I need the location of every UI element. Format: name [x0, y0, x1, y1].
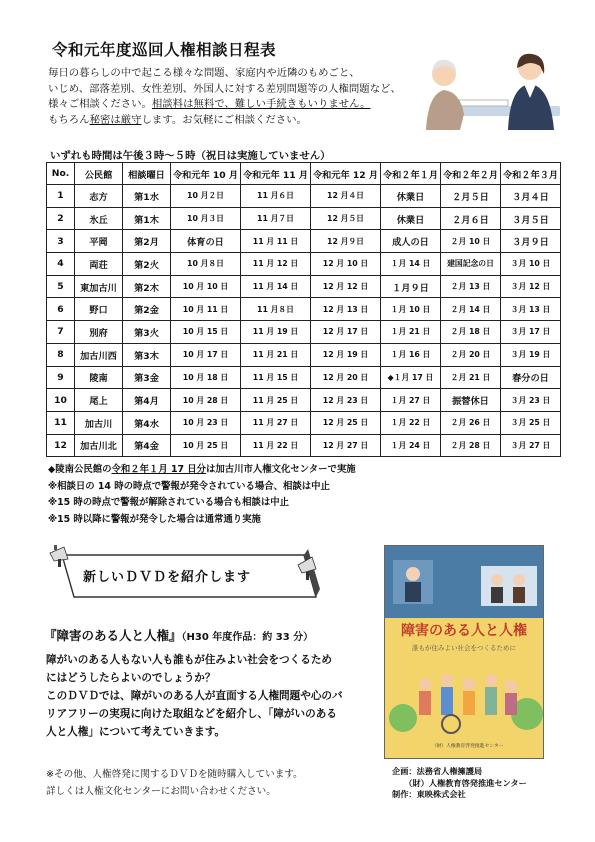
- dvd-title: 『障害のある人と人権』: [44, 628, 182, 643]
- intro-line-text: 様々ご相談ください。: [48, 98, 152, 110]
- table-cell: 休業日: [381, 185, 441, 208]
- table-cell: 加古川北: [75, 434, 123, 457]
- table-body: [47, 185, 561, 457]
- table-cell: 12 月４日: [311, 185, 381, 208]
- table-cell: ◆１月 17 日: [381, 366, 441, 389]
- column-header: 公民館: [75, 163, 123, 185]
- table-cell: 11 月 11 日: [241, 230, 311, 253]
- credit-line: 企画：法務省人権擁護局: [392, 766, 483, 776]
- intro-text: [48, 66, 428, 128]
- table-cell: 12 月 19 日: [311, 343, 381, 366]
- table-cell: 12 月 25 日: [311, 411, 381, 434]
- table-cell: 氷丘: [75, 207, 123, 230]
- cover-subtitle: 誰もが住みよい社会をつくるために: [412, 644, 516, 652]
- table-cell: 10: [47, 389, 75, 412]
- table-cell: 2: [47, 207, 75, 230]
- intro-line-text: いじめ、部落差別、女性差別、外国人に対する差別問題等の人権問題など、: [48, 82, 401, 95]
- table-cell: ２月 13 日: [441, 275, 501, 298]
- table-cell: 10 月 15 日: [171, 321, 241, 344]
- note-line: ※相談日の 14 時の時点で警報が発令されている場合、相談は中止: [48, 480, 330, 492]
- table-cell: ２月 14 日: [441, 298, 501, 321]
- table-cell: １月 10 日: [381, 298, 441, 321]
- table-cell: ２月６日: [441, 207, 501, 230]
- intro-line-text: もちろん: [48, 113, 90, 126]
- column-header: 令和元年 11 月: [241, 163, 311, 185]
- table-cell: 第2木: [123, 275, 171, 298]
- table-cell: ２月 20 日: [441, 343, 501, 366]
- table-cell: 10 月 11 日: [171, 298, 241, 321]
- table-cell: 10 月 17 日: [171, 343, 241, 366]
- table-cell: ３月 23 日: [501, 389, 561, 412]
- table-cell: 7: [47, 321, 75, 344]
- table-cell: 第3火: [123, 321, 171, 344]
- note-line: ※15 時以降に警報が発令した場合は通常通り実施: [48, 513, 261, 525]
- table-cell: 陵南: [75, 366, 123, 389]
- table-cell: 11 月６日: [241, 185, 311, 208]
- table-cell: 第4水: [123, 411, 171, 434]
- table-cell: ３月 13 日: [501, 298, 561, 321]
- table-cell: １月 16 日: [381, 343, 441, 366]
- note-line: [48, 462, 356, 479]
- table-cell: 11 月 27 日: [241, 411, 311, 434]
- intro-line: [48, 66, 428, 82]
- table-cell: 12 月５日: [311, 207, 381, 230]
- table-cell: 12 月 12 日: [311, 275, 381, 298]
- dvd-cover: [384, 545, 544, 759]
- client-figure-icon: [426, 60, 464, 130]
- dvd-meta: （H30 年度作品：約 33 分）: [181, 632, 314, 643]
- table-cell: ３月 12 日: [501, 275, 561, 298]
- table-cell: 10 月 10 日: [171, 275, 241, 298]
- note-text: は加古川市人権文化センターで実施: [206, 464, 356, 475]
- table-cell: １月 14 日: [381, 253, 441, 276]
- cover-photo: [385, 546, 543, 618]
- table-cell: 12: [47, 434, 75, 457]
- dvd-description-line: リアフリーの実現に向けた取組などを紹介し、「障がいのある: [46, 708, 337, 720]
- table-cell: 第4金: [123, 434, 171, 457]
- intro-line-text: します。お気軽にご相談ください。: [141, 113, 307, 126]
- footer-note: [46, 766, 303, 800]
- table-row: [47, 434, 561, 457]
- table-cell: ３月５日: [501, 207, 561, 230]
- table-cell: ２月５日: [441, 185, 501, 208]
- dvd-description-line: 人と人権」について考えていきます。: [46, 726, 226, 738]
- note-text: ◆陵南公民館の: [48, 464, 112, 475]
- cover-title: 障害のある人と人権: [401, 623, 527, 639]
- table-cell: 野口: [75, 298, 123, 321]
- megaphone-icon: [50, 545, 68, 567]
- cover-illustration: [385, 654, 543, 740]
- table-cell: 10 月 18 日: [171, 366, 241, 389]
- table-cell: 平岡: [75, 230, 123, 253]
- table-cell: ３月 19 日: [501, 343, 561, 366]
- table-cell: 第2火: [123, 253, 171, 276]
- dvd-description: [46, 651, 376, 741]
- column-header: 令和２年１月: [381, 163, 441, 185]
- table-cell: 建国記念の日: [441, 253, 501, 276]
- table-cell: 加古川: [75, 411, 123, 434]
- table-cell: 10 月 23 日: [171, 411, 241, 434]
- table-cell: 8: [47, 343, 75, 366]
- credit-line: （財）人権教育啓発推進センター: [392, 777, 527, 788]
- table-row: [47, 321, 561, 344]
- column-header: No.: [47, 163, 75, 185]
- table-cell: ２月 26 日: [441, 411, 501, 434]
- table-row: [47, 185, 561, 208]
- table-cell: 10 月 25 日: [171, 434, 241, 457]
- dvd-heading: [44, 626, 313, 644]
- column-header: 令和２年２月: [441, 163, 501, 185]
- table-cell: 12 月 13 日: [311, 298, 381, 321]
- table-cell: 11 月８日: [241, 298, 311, 321]
- credits: [392, 766, 527, 801]
- table-cell: 11 月 19 日: [241, 321, 311, 344]
- table-cell: １月 21 日: [381, 321, 441, 344]
- intro-line-text: 毎日の暮らしの中で起こる様々な問題、家庭内や近隣のもめごと、: [48, 67, 360, 79]
- table-cell: 加古川西: [75, 343, 123, 366]
- intro-line: [48, 82, 428, 98]
- table-cell: 12 月 27 日: [311, 434, 381, 457]
- paper-icon: [458, 100, 508, 106]
- column-header: 令和元年 10 月: [171, 163, 241, 185]
- table-cell: 休業日: [381, 207, 441, 230]
- consultation-illustration: [418, 44, 566, 144]
- table-cell: 11 月７日: [241, 207, 311, 230]
- table-cell: 別府: [75, 321, 123, 344]
- table-cell: 12 月 10 日: [311, 253, 381, 276]
- page-title: 令和元年度巡回人権相談日程表: [52, 41, 277, 59]
- time-note: いずれも時間は午後３時～５時（祝日は実施していません）: [50, 150, 331, 162]
- table-cell: １月 27 日: [381, 389, 441, 412]
- table-cell: ３月 25 日: [501, 411, 561, 434]
- table-cell: 体育の日: [171, 230, 241, 253]
- table-cell: 1: [47, 185, 75, 208]
- banner-label: 新しいＤＶＤを紹介します: [82, 570, 251, 585]
- table-cell: 6: [47, 298, 75, 321]
- table-row: [47, 253, 561, 276]
- table-cell: 12 月 17 日: [311, 321, 381, 344]
- table-cell: ２月 28 日: [441, 434, 501, 457]
- table-row: [47, 230, 561, 253]
- table-cell: 11 月 22 日: [241, 434, 311, 457]
- footer-note-line: 詳しくは人権文化センターにお問い合わせください。: [46, 786, 276, 797]
- table-cell: 10 月 28 日: [171, 389, 241, 412]
- table-cell: １月９日: [381, 275, 441, 298]
- table-cell: 11 月 12 日: [241, 253, 311, 276]
- table-cell: 第3木: [123, 343, 171, 366]
- table-cell: 春分の日: [501, 366, 561, 389]
- counselor-figure-icon: [508, 54, 554, 130]
- table-cell: 11: [47, 411, 75, 434]
- table-cell: １月 22 日: [381, 411, 441, 434]
- free-consultation-note: 相談料は無料で、難しい手続きもいりません。: [151, 98, 371, 110]
- table-cell: ２月 21 日: [441, 366, 501, 389]
- table-cell: ３月９日: [501, 230, 561, 253]
- table-cell: 3: [47, 230, 75, 253]
- table-cell: 第2月: [123, 230, 171, 253]
- table-cell: 11 月 15 日: [241, 366, 311, 389]
- column-header: 相談曜日: [123, 163, 171, 185]
- intro-line: [48, 113, 428, 129]
- confidentiality-note: 秘密は厳守: [89, 113, 142, 126]
- notes: [48, 462, 356, 528]
- table-cell: 11 月 25 日: [241, 389, 311, 412]
- table-cell: ３月 17 日: [501, 321, 561, 344]
- column-header: 令和元年 12 月: [311, 163, 381, 185]
- table-cell: 11 月 21 日: [241, 343, 311, 366]
- table-row: [47, 343, 561, 366]
- footer-note-line: ※その他、人権啓発に関するＤＶＤを随時購入しています。: [46, 769, 303, 780]
- cover-footer: （財）人権教育啓発推進センター: [424, 744, 504, 749]
- table-cell: 第1水: [123, 185, 171, 208]
- table-cell: 尾上: [75, 389, 123, 412]
- table-cell: 9: [47, 366, 75, 389]
- schedule-table: [46, 162, 561, 457]
- note-line: ※15 時の時点で警報が解除されている場合も相談は中止: [48, 497, 290, 508]
- table-cell: 12 月 20 日: [311, 366, 381, 389]
- table-cell: 12 月 23 日: [311, 389, 381, 412]
- table-cell: 振替休日: [441, 389, 501, 412]
- table-row: [47, 366, 561, 389]
- table-row: [47, 275, 561, 298]
- table-cell: 11 月 14 日: [241, 275, 311, 298]
- table-cell: 10 月８日: [171, 253, 241, 276]
- table-cell: ３月４日: [501, 185, 561, 208]
- dvd-description-line: このＤＶＤでは、障がいのある人が直面する人権問題や心のバ: [46, 690, 343, 702]
- dvd-description-line: 障がいのある人もない人も誰もが住みよい社会をつくるため: [46, 654, 333, 666]
- table-cell: 4: [47, 253, 75, 276]
- cover-photo-scene: [385, 546, 543, 618]
- table-row: [47, 411, 561, 434]
- table-cell: 5: [47, 275, 75, 298]
- table-row: [47, 207, 561, 230]
- table-cell: 10 月２日: [171, 185, 241, 208]
- table-cell: 第3金: [123, 366, 171, 389]
- table-cell: 第2金: [123, 298, 171, 321]
- table-cell: ３月 10 日: [501, 253, 561, 276]
- table-row: [47, 298, 561, 321]
- table-cell: 両荘: [75, 253, 123, 276]
- intro-line: [48, 97, 428, 113]
- credit-line: 制作：東映株式会社: [392, 789, 466, 799]
- table-cell: 10 月３日: [171, 207, 241, 230]
- column-header: 令和２年３月: [501, 163, 561, 185]
- table-cell: 第1木: [123, 207, 171, 230]
- table-cell: 成人の日: [381, 230, 441, 253]
- table-cell: 志方: [75, 185, 123, 208]
- table-cell: １月 24 日: [381, 434, 441, 457]
- table-row: [47, 389, 561, 412]
- table-cell: 第4月: [123, 389, 171, 412]
- table-cell: ３月 27 日: [501, 434, 561, 457]
- table-cell: 12 月９日: [311, 230, 381, 253]
- dvd-description-line: にはどうしたらよいのでしょうか？: [46, 672, 216, 684]
- table-header-row: [47, 163, 561, 185]
- table-cell: ２月 10 日: [441, 230, 501, 253]
- table-cell: 東加古川: [75, 275, 123, 298]
- table-cell: ２月 18 日: [441, 321, 501, 344]
- venue-change-date: 令和２年１月 17 日分: [111, 464, 207, 475]
